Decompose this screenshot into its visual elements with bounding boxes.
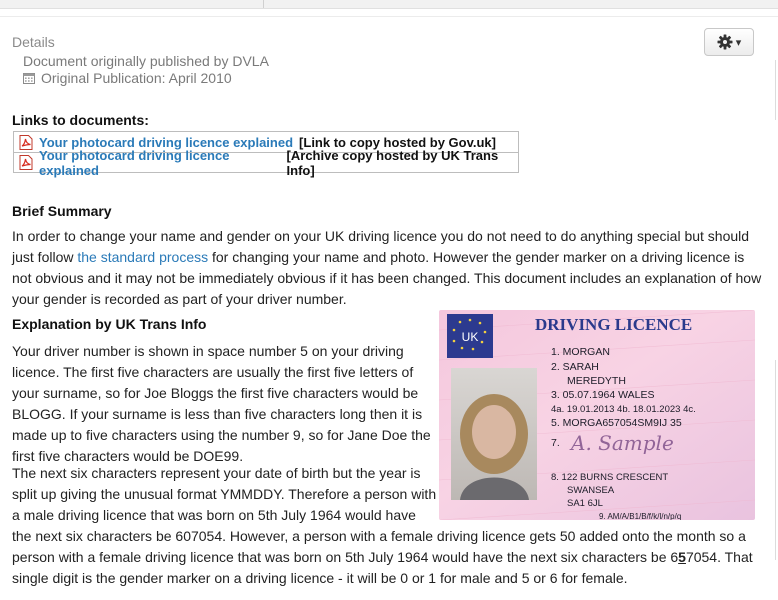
scroll-edge bbox=[775, 60, 776, 120]
svg-text:3. 05.07.1964 WALES: 3. 05.07.1964 WALES bbox=[551, 389, 655, 401]
summary-text: In order to change your name and gender on your UK driving licence you do not need to do anything special but should just follow bbox=[12, 228, 750, 265]
calendar-icon bbox=[23, 72, 35, 84]
document-link-note: [Link to copy hosted by Gov.uk] bbox=[299, 134, 496, 150]
explanation-text: the next six characters be 607054. However, a person with a female driving licence gets 50 added onto the month so a person with a female driving licence that was born on 5th July 1964 would have the next six characters be 6 bbox=[12, 528, 746, 565]
toolbar-divider bbox=[263, 0, 264, 8]
summary-heading: Brief Summary bbox=[12, 203, 112, 219]
scroll-edge bbox=[775, 360, 776, 560]
svg-text:1. MORGAN: 1. MORGAN bbox=[551, 346, 610, 358]
summary-text: for changing your name and photo. However the gender marker on a driving licence is not obvious and it may not be immediately obvious if it has been changed. This document includes an explanation of how your gender is recorded as part of your driver number. bbox=[12, 249, 762, 307]
header-divider bbox=[0, 16, 778, 17]
licence-title: DRIVING LICENCE bbox=[535, 315, 693, 334]
settings-dropdown-button[interactable] bbox=[704, 28, 754, 56]
svg-text:9. AM/A/B1/B/f/k/l/n/p/q: 9. AM/A/B1/B/f/k/l/n/p/q bbox=[599, 512, 682, 520]
document-link-row bbox=[14, 147, 518, 178]
explanation-text: a male driving licence that was born on 5th July 1964 would have bbox=[12, 507, 416, 523]
gear-icon bbox=[717, 34, 733, 50]
svg-text:2. SARAH: 2. SARAH bbox=[551, 361, 599, 373]
svg-text:SWANSEA: SWANSEA bbox=[567, 485, 615, 496]
signature: A. Sample bbox=[571, 431, 674, 455]
document-link-note: [Archive copy hosted by UK Trans Info] bbox=[286, 147, 499, 178]
summary-paragraph bbox=[12, 226, 762, 310]
svg-text:MEREDYTH: MEREDYTH bbox=[567, 375, 626, 387]
explanation-heading: Explanation by UK Trans Info bbox=[12, 316, 207, 332]
top-toolbar bbox=[0, 0, 778, 9]
svg-text:SA1 6JL: SA1 6JL bbox=[567, 498, 603, 509]
document-link[interactable]: Your photocard driving licence explained bbox=[39, 134, 294, 150]
chevron-down-icon: ▾ bbox=[735, 36, 742, 49]
publisher-text: Document originally published by DVLA bbox=[23, 53, 269, 69]
svg-text:8. 122 BURNS CRESCENT: 8. 122 BURNS CRESCENT bbox=[551, 472, 669, 483]
svg-text:7.: 7. bbox=[551, 437, 560, 449]
explanation-text: The next six characters represent your date of birth but the year is bbox=[12, 465, 421, 481]
document-link[interactable]: Your photocard driving licence explained bbox=[39, 147, 230, 178]
explanation-text: 7054. That single digit is the gender marker on a driving licence - it will be 0 or 1 for male and 5 or 6 for female. bbox=[12, 549, 753, 586]
publication-date: Original Publication: April 2010 bbox=[41, 70, 232, 86]
svg-text:UK: UK bbox=[461, 330, 479, 344]
standard-process-link[interactable]: the standard process bbox=[77, 249, 209, 265]
gender-digit: 5 bbox=[678, 549, 686, 565]
details-label: Details bbox=[12, 34, 55, 50]
document-links-table bbox=[13, 131, 519, 178]
explanation-paragraph: Your driver number is shown in space number 5 on your driving licence. The first five characters are usually the first five letters of your surname, so for Joe Bloggs the first five characters would be BLOGG. If your surname is less than five characters long then it is made up to five characters using the number 9, so for Jane Doe the first five characters would be DOE99. bbox=[12, 343, 431, 464]
svg-text:4a. 19.01.2013 4b. 18.01.2023: 4a. 19.01.2013 4b. 18.01.2023 4c. bbox=[551, 404, 696, 415]
pdf-icon bbox=[19, 135, 33, 150]
explanation-text: split up giving the unusual format YMMDDY. Therefore a person with bbox=[12, 486, 437, 502]
links-heading: Links to documents: bbox=[12, 112, 149, 128]
driving-licence-image bbox=[439, 310, 755, 520]
svg-text:5. MORGA657054SM9IJ 35: 5. MORGA657054SM9IJ 35 bbox=[551, 417, 682, 429]
pdf-icon bbox=[19, 155, 33, 170]
